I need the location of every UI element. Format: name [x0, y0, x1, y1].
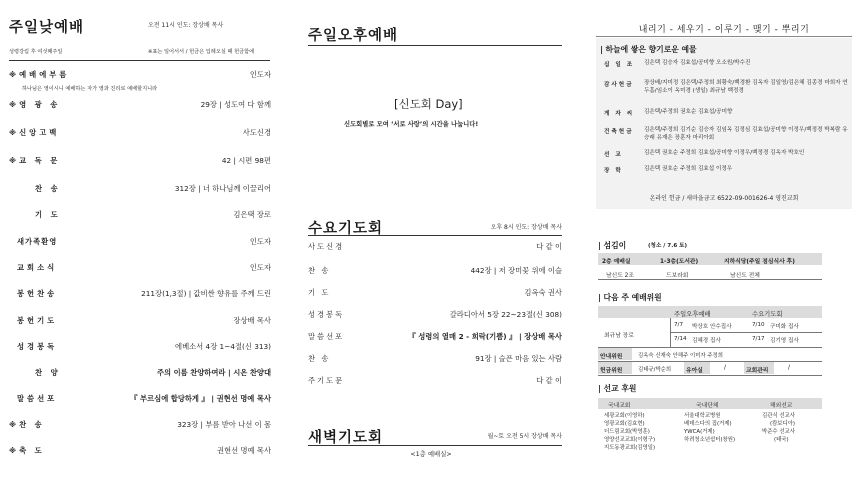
order-row	[308, 266, 562, 278]
order-value: 갈라디아서 5장 22~23절(신 308)	[449, 310, 562, 319]
order-row	[308, 332, 562, 344]
mission-support-header: | 선교 후원	[598, 384, 637, 393]
order-row	[9, 100, 271, 112]
order-label: 찬 송	[35, 184, 61, 193]
order-row	[308, 242, 562, 254]
wednesday-service-meta: 오후 8시 인도: 장상배 목사	[490, 224, 562, 231]
table-cell: 김태규/박순희	[638, 367, 672, 373]
order-row	[308, 376, 562, 388]
order-value: 장상배 목사	[233, 316, 271, 325]
offering-box	[596, 38, 852, 209]
mission-church: 영양선교교회(이형구)	[604, 437, 656, 443]
mission-organization: YWCA(거제)	[684, 429, 715, 435]
online-offering-account: 온라인 헌금 / 새마을금고 6522-09-001626-4 영진교회	[649, 195, 799, 202]
order-value: 91장 | 슬픈 마음 있는 사람	[475, 354, 562, 363]
mission-church: 지도동광교회(김영일)	[604, 445, 656, 451]
sunday-service-meta: 오전 11시 인도: 장상배 목사	[148, 22, 224, 29]
cleaning-duty-header: | 섬김이	[598, 241, 627, 250]
dawn-prayer-location: <1층 예배실>	[410, 450, 452, 458]
order-label: ※영 광 송	[9, 100, 61, 109]
table-cell: 김옥숙 신재숙 안해주 이미자 주정희	[638, 353, 723, 359]
offering-label: 게 자 씨	[604, 111, 635, 117]
divider	[596, 36, 852, 37]
order-label: 성경봉독	[17, 342, 58, 351]
divider	[9, 60, 270, 61]
table-label: 유아실	[686, 368, 703, 374]
order-label: ※교 독 문	[9, 156, 61, 165]
offering-names: 김은택 권호순 주정희 김효섭/공미향 이정우/백정경 김옥자 박호인	[644, 150, 805, 156]
order-row	[9, 128, 271, 140]
order-label: 사도신경	[308, 242, 345, 251]
order-value: 211장(1,3절) | 값비싼 향유를 주께 드린	[141, 289, 271, 298]
order-value: 442장 | 저 장미꽃 위에 이슬	[470, 266, 562, 275]
order-value: 312장 | 너 하나님께 이끌리어	[174, 184, 271, 193]
table-header-cell: 해외선교	[770, 403, 793, 409]
sunday-service-subtitle: 성령강림 후 여섯째주일	[9, 49, 63, 55]
offering-label: 건축헌금	[604, 129, 634, 135]
order-value: 다 같 이	[536, 242, 562, 251]
order-value: 다 같 이	[536, 376, 562, 385]
order-label: 말씀선포	[17, 394, 58, 403]
order-label: ※신앙고백	[9, 128, 60, 137]
mission-church: 더드림교회(박영훈)	[604, 429, 650, 435]
order-value: 주의 이름 찬양하여라 | 시온 찬양대	[156, 368, 271, 377]
mission-overseas: 김관식 선교사	[762, 413, 795, 419]
cleaning-duty-date: (청소 / 7.6 토)	[648, 243, 688, 249]
offering-label: 선 교	[604, 152, 623, 158]
order-label: 말씀선포	[308, 332, 345, 341]
mission-church: 세광교회(이영하)	[604, 413, 645, 419]
order-row	[9, 342, 271, 354]
dawn-prayer-title: 새벽기도회	[308, 430, 384, 446]
special-event-subtitle: 신도회별로 모여 ‘서로 사랑’의 시간을 나눕니다!	[344, 121, 479, 128]
table-header-cell: 국내단체	[696, 403, 719, 409]
order-label: 교회소식	[17, 263, 58, 272]
divider	[308, 235, 562, 236]
order-label: 주기도문	[308, 376, 345, 385]
wednesday-service-title: 수요기도회	[308, 221, 384, 237]
table-header-cell: 1-3층(도서관)	[660, 259, 699, 265]
divider	[308, 445, 562, 446]
table-cell: 최규남 장로	[604, 333, 634, 339]
order-label: 기 도	[308, 288, 331, 297]
table-line	[670, 318, 671, 348]
mission-organization: 베데스다의 집(거제)	[684, 421, 732, 427]
offering-names: 김은택/주정희 권호순 김효섭/공미향	[644, 109, 733, 115]
order-value: 김은택 장로	[233, 210, 271, 219]
order-label: ※찬 송	[9, 420, 45, 429]
call-to-worship-verse: 하나님은 영이시니 예배하는 자가 영과 진리로 예배할지니라	[22, 86, 158, 92]
offering-names: 장상배/지미정 김은택/주정희 최황숙/백경환 김옥자 김일영/김은혜 김종경 마희자 연두흠/임소이 옥미경 (생일) 최규남 백정경	[644, 80, 848, 94]
mission-organization: 하려청소년쉼터(창원)	[684, 437, 736, 443]
order-row	[9, 263, 271, 275]
order-row	[9, 237, 271, 249]
order-value: 에베소서 4장 1~4절(신 313)	[175, 342, 271, 351]
table-cell: 박상호 안수집사	[692, 324, 732, 330]
order-row	[9, 210, 271, 222]
table-label: 헌금위원	[600, 368, 623, 374]
offering-header: | 하늘에 쌓은 향기로운 예물	[600, 45, 697, 54]
mission-organization: 서울대학교병원	[684, 413, 721, 419]
table-line	[598, 279, 822, 280]
table-cell: 김혜경 집사	[692, 338, 721, 344]
order-label: 찬 송	[308, 266, 331, 275]
order-value: 『 부르심에 합당하게 』 | 권현선 명예 목사	[130, 394, 271, 403]
order-row	[308, 288, 562, 300]
order-label: 새가족환영	[17, 237, 58, 246]
order-row	[308, 354, 562, 366]
table-header-cell: 주일오후예배	[674, 311, 711, 318]
table-line	[598, 375, 822, 376]
order-label: 봉헌기도	[17, 316, 58, 325]
offering-names: 김은택/주정희 김기순 김승자 김임옥 김정심 김효섭/공미향 이정우/백정경 박복람 유승래 유재은 장훈자 마리아회	[644, 127, 848, 141]
sunday-service-column	[0, 0, 280, 481]
table-header-cell: 수요기도회	[752, 311, 783, 318]
mission-overseas: (캄보디아)	[770, 421, 796, 427]
table-cell: /	[788, 365, 790, 371]
table-cell: 7/17	[752, 336, 765, 342]
offering-label: 장 학	[604, 168, 623, 174]
order-label: 기 도	[35, 210, 61, 219]
mission-overseas: (태국)	[774, 437, 789, 443]
church-motto: 내리기 - 세우기 - 이루기 - 맺기 - 뿌리기	[638, 25, 810, 35]
order-label: ※축 도	[9, 446, 45, 455]
order-value: 인도자	[249, 70, 271, 79]
table-cell: 7/7	[674, 322, 684, 328]
table-cell: 7/10	[752, 322, 765, 328]
order-row	[9, 156, 271, 168]
order-label: 찬 송	[308, 354, 331, 363]
table-header-cell: 2층 예배실	[602, 259, 631, 265]
offering-names: 김은택 권호순 주정희 김효섭 이정우	[644, 166, 733, 172]
order-row	[9, 420, 271, 432]
order-row	[9, 446, 271, 458]
sunday-service-title: 주일낮예배	[9, 20, 85, 36]
offering-label: 감사헌금	[604, 82, 634, 88]
table-label: 안내위원	[600, 354, 623, 360]
order-row	[308, 310, 562, 322]
order-label: ※예배에부름	[9, 70, 70, 79]
middle-column	[300, 0, 562, 481]
right-column	[592, 0, 860, 481]
offering-names: 김은택 김승자 김효섭/공미향 오소원/박수진	[644, 60, 751, 66]
order-label: 찬 양	[35, 368, 61, 377]
special-event-title: [신도회 Day]	[394, 97, 463, 111]
next-week-header: | 다음 주 예배위원	[598, 293, 662, 302]
table-cell: 남신도 2조	[606, 273, 634, 279]
table-cell: 김기영 집사	[770, 338, 799, 344]
order-row	[9, 289, 271, 301]
table-cell: 구미화 집사	[770, 324, 799, 330]
order-value: 사도신경	[242, 128, 271, 137]
order-row	[9, 70, 271, 82]
table-label: 교회관리	[746, 368, 769, 374]
order-row	[9, 394, 271, 406]
table-cell: 남신도 전체	[730, 273, 760, 279]
dawn-prayer-meta: 월~토 오전 5시 장상배 목사	[487, 433, 562, 440]
order-value: 권현선 명예 목사	[217, 446, 271, 455]
order-label: 봉헌찬송	[17, 289, 58, 298]
offering-label: 십 일 조	[604, 62, 635, 68]
order-row	[9, 368, 271, 380]
table-header-cell: 국내교회	[608, 403, 631, 409]
table-header-cell: 지하식당(주일 점심식사 후)	[724, 259, 795, 265]
order-label: 성경봉독	[308, 310, 345, 319]
order-value: 42 | 시편 98편	[221, 156, 271, 165]
afternoon-service-title: 주일오후예배	[308, 28, 399, 44]
order-value: 인도자	[249, 263, 271, 272]
order-value: 29장 | 성도여 다 함께	[200, 100, 271, 109]
order-value: 323장 | 부름 받아 나선 이 몸	[177, 420, 271, 429]
order-value: 인도자	[249, 237, 271, 246]
table-cell: /	[724, 365, 726, 371]
mission-church: 영광교회(김효현)	[604, 421, 645, 427]
order-row	[9, 184, 271, 196]
sunday-service-note-right: ※표는 일어서서 / 헌금은 입례오실 때 헌금함에	[148, 49, 255, 55]
table-cell: 드보라회	[666, 273, 689, 279]
order-value: 김옥숙 권사	[524, 288, 562, 297]
table-cell: 7/14	[674, 336, 687, 342]
mission-overseas: 박준수 선교사	[762, 429, 795, 435]
table-line	[670, 332, 822, 333]
order-row	[9, 316, 271, 328]
divider	[308, 45, 562, 46]
order-value: 『 성령의 열매 2 - 희락(기쁨) 』 | 장상배 목사	[408, 332, 562, 341]
